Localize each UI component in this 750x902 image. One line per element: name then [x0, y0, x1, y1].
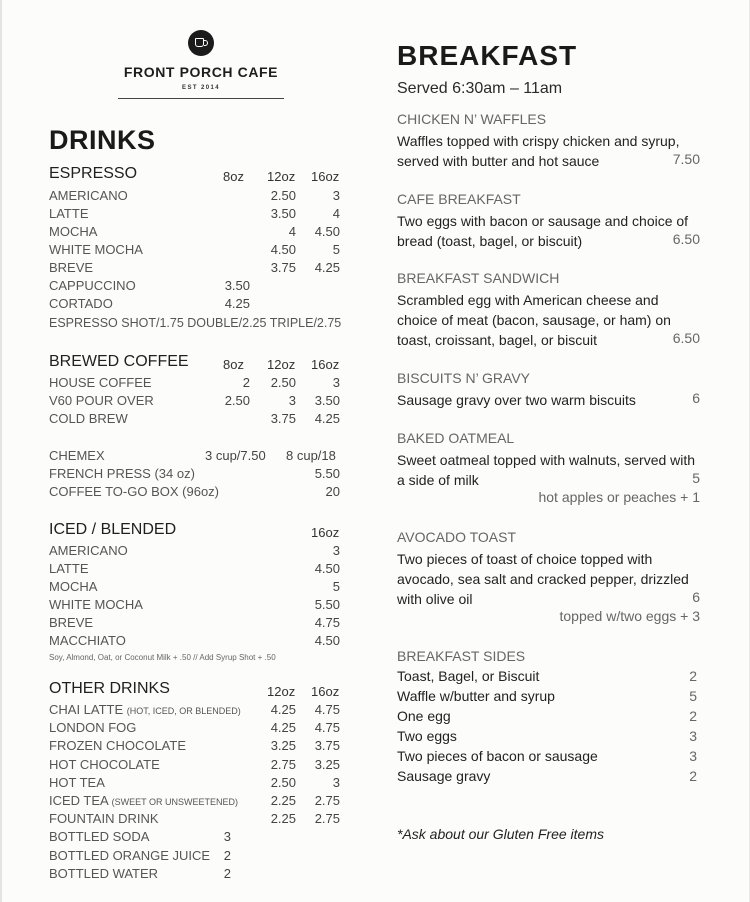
cafe-name: FRONT PORCH CAFE: [123, 64, 279, 80]
side-item: [397, 708, 697, 724]
price-8oz: 2.50: [224, 393, 250, 408]
menu-item-name: [49, 775, 105, 790]
price-12oz: 2.50: [270, 375, 296, 390]
chemex-3cup-price: 3 cup/7.50: [205, 448, 266, 463]
logo-divider: [118, 98, 284, 99]
menu-item-label: FOUNTAIN DRINK: [49, 811, 159, 827]
side-item-name: Two pieces of bacon or sausage: [397, 748, 598, 764]
coffee-cup-icon: [188, 30, 214, 56]
menu-item-name: [49, 720, 136, 735]
menu-item-name: AMERICANO: [49, 543, 128, 558]
breakfast-item-price: 6: [692, 589, 700, 605]
price: 2: [223, 865, 231, 881]
price-12oz: 4.25: [270, 720, 296, 736]
price-16oz: 3: [332, 188, 340, 203]
menu-item-variants: (HOT, ICED, OR BLENDED): [126, 706, 241, 716]
menu-item-name: [49, 738, 186, 753]
price-12oz: 2.25: [270, 811, 296, 827]
price-12oz: 3.25: [270, 738, 296, 754]
price-12oz: 3.50: [270, 206, 296, 221]
established-year: EST 2014: [182, 85, 220, 91]
breakfast-item-title: CHICKEN N’ WAFFLES: [397, 111, 547, 127]
breakfast-item-price: 6.50: [672, 231, 700, 247]
french-press-name: FRENCH PRESS (34 oz): [49, 466, 195, 481]
size-16oz: 16oz: [311, 684, 340, 699]
side-item: [397, 688, 697, 704]
menu-item-name: [49, 702, 241, 717]
menu-item-label: LONDON FOG: [49, 720, 137, 736]
breakfast-item-description: Sweet oatmeal topped with walnuts, served with a side of milk: [397, 452, 696, 488]
price-16oz: 4.50: [314, 561, 340, 576]
menu-item-name: CAPPUCCINO: [49, 278, 136, 293]
side-item-price: 2: [689, 768, 697, 784]
price-16oz: 4.75: [314, 720, 340, 736]
price-16oz: 3.75: [314, 738, 340, 754]
milk-syrup-note: Soy, Almond, Oat, or Coconut Milk + .50 // Add Syrup Shot + .50: [49, 653, 276, 662]
breakfast-item-price: 6: [692, 390, 700, 406]
espresso-title: ESPRESSO: [49, 165, 138, 182]
menu-item-label: ICED TEA: [49, 793, 109, 808]
price: 3: [223, 829, 231, 845]
side-item-price: 2: [689, 708, 697, 724]
menu-item-name: V60 POUR OVER: [49, 393, 154, 408]
size-12oz: 12oz: [267, 684, 296, 699]
menu-item-name: BREVE: [49, 260, 94, 275]
price-16oz: 5: [332, 579, 340, 594]
size-12oz: 12oz: [267, 169, 296, 184]
price-16oz: 4.50: [314, 633, 340, 648]
menu-item-name: COLD BREW: [49, 411, 128, 426]
price-12oz: 2.75: [270, 756, 296, 772]
price: 2: [223, 847, 231, 863]
side-item-name: Toast, Bagel, or Biscuit: [397, 668, 540, 684]
chemex-8cup-price: 8 cup/18: [286, 448, 336, 463]
menu-item-name: BREVE: [49, 615, 94, 630]
breakfast-item-addon: hot apples or peaches + 1: [538, 489, 700, 505]
breakfast-item-title: BREAKFAST SANDWICH: [397, 270, 560, 286]
breakfast-item-title: BAKED OATMEAL: [397, 430, 515, 446]
breakfast-item-title: CAFE BREAKFAST: [397, 191, 521, 207]
breakfast-hours: Served 6:30am – 11am: [397, 80, 563, 97]
to-go-box-name: COFFEE TO-GO BOX (96oz): [49, 484, 219, 499]
breakfast-item-description: Scrambled egg with American cheese and choice of meat (bacon, sausage, or ham) on toast, croissant, bagel, or biscuit: [397, 292, 671, 348]
size-16oz: 16oz: [311, 357, 340, 372]
breakfast-item-description: Waffles topped with crispy chicken and syrup, served with butter and hot sauce: [397, 133, 680, 169]
other-drinks-title: OTHER DRINKS: [49, 680, 170, 697]
menu-item-name: HOUSE COFFEE: [49, 375, 152, 390]
price-12oz: 4.50: [270, 242, 296, 257]
side-item: [397, 668, 697, 684]
price-8oz: 2: [242, 375, 250, 390]
side-item-price: 3: [689, 728, 697, 744]
menu-item-label: BOTTLED ORANGE JUICE: [49, 847, 211, 863]
menu-item-name: WHITE MOCHA: [49, 597, 143, 612]
menu-item-name: WHITE MOCHA: [49, 242, 143, 257]
menu-item-name: LATTE: [49, 206, 89, 221]
breakfast-item-description: Two eggs with bacon or sausage and choice of bread (toast, bagel, or biscuit): [397, 213, 689, 249]
menu-item-name: LATTE: [49, 561, 89, 576]
price-16oz: 5: [332, 242, 340, 257]
breakfast-item-price: 5: [692, 470, 700, 486]
side-item: [397, 768, 697, 784]
price-12oz: 2.50: [270, 188, 296, 203]
price-16oz: 5.50: [314, 597, 340, 612]
breakfast-item-price: 6.50: [672, 330, 700, 346]
french-press-price: 5.50: [314, 466, 340, 481]
menu-item-label: HOT CHOCOLATE: [49, 756, 160, 772]
size-8oz: 8oz: [223, 357, 244, 372]
price-16oz: 2.75: [314, 793, 340, 808]
breakfast-item-addon: topped w/two eggs + 3: [559, 608, 700, 624]
menu-item-name: [49, 829, 149, 844]
menu-item-name: [49, 757, 160, 772]
menu-item-name: AMERICANO: [49, 188, 128, 203]
to-go-box-price: 20: [325, 484, 340, 499]
breakfast-item-price: 7.50: [672, 151, 700, 167]
menu-item-name: MOCHA: [49, 579, 98, 594]
price-16oz: 3.25: [314, 756, 340, 772]
side-item: [397, 728, 697, 744]
size-12oz: 12oz: [267, 357, 296, 372]
price-8oz: 4.25: [224, 296, 250, 311]
menu-item-label: BOTTLED SODA: [49, 829, 150, 845]
menu-item-variants: (SWEET OR UNSWEETENED): [111, 797, 238, 807]
price-12oz: 3: [288, 393, 296, 408]
menu-item-label: CHAI LATTE: [49, 702, 124, 717]
price-16oz: 3: [332, 774, 340, 790]
price-12oz: 4: [288, 224, 296, 239]
drinks-heading: DRINKS: [49, 125, 156, 155]
price-8oz: 3.50: [224, 278, 250, 293]
price-16oz: 4: [332, 206, 340, 221]
menu-item-label: BOTTLED WATER: [49, 865, 159, 881]
side-item: [397, 748, 697, 764]
price-12oz: 3.75: [270, 260, 296, 275]
price-16oz: 4.25: [314, 411, 340, 426]
breakfast-item-description: Two pieces of toast of choice topped with avocado, sea salt and cracked pepper, drizzled with olive oil: [397, 551, 689, 607]
side-item-name: Two eggs: [397, 728, 457, 744]
chemex-name: CHEMEX: [49, 448, 105, 463]
iced-blended-title: ICED / BLENDED: [49, 521, 177, 538]
price-16oz: 4.75: [314, 702, 340, 717]
breakfast-item-title: AVOCADO TOAST: [397, 529, 517, 545]
price-16oz: 3: [332, 543, 340, 558]
price-16oz: 4.50: [314, 224, 340, 239]
price-12oz: 2.25: [270, 793, 296, 808]
size-16oz: 16oz: [311, 169, 340, 184]
breakfast-item-description: Sausage gravy over two warm biscuits: [397, 392, 636, 408]
price-16oz: 3: [332, 375, 340, 390]
price-16oz: 3.50: [314, 393, 340, 408]
breakfast-sides-title: BREAKFAST SIDES: [397, 648, 526, 664]
price-12oz: 3.75: [270, 411, 296, 426]
menu-item-label: HOT TEA: [49, 774, 105, 790]
menu-item-name: CORTADO: [49, 296, 113, 311]
menu-item-name: [49, 811, 159, 826]
menu-item-name: [49, 793, 238, 808]
side-item-name: Sausage gravy: [397, 768, 491, 784]
side-item-name: Waffle w/butter and syrup: [397, 688, 555, 704]
price-12oz: 4.25: [270, 702, 296, 717]
breakfast-item-title: BISCUITS N’ GRAVY: [397, 370, 531, 386]
side-item-price: 2: [689, 668, 697, 684]
gluten-free-note: *Ask about our Gluten Free items: [397, 826, 604, 842]
price-16oz: 2.75: [314, 811, 340, 827]
menu-item-name: [49, 866, 158, 881]
price-12oz: 2.50: [270, 774, 296, 790]
menu-item-name: MOCHA: [49, 224, 98, 239]
menu-item-name: [49, 848, 210, 863]
side-item-price: 5: [689, 688, 697, 704]
espresso-shot-prices: ESPRESSO SHOT/1.75 DOUBLE/2.25 TRIPLE/2.75: [49, 316, 342, 330]
breakfast-heading: BREAKFAST: [397, 40, 578, 71]
price-16oz: 4.75: [314, 615, 340, 630]
size-8oz: 8oz: [223, 169, 244, 184]
menu-item-name: MACCHIATO: [49, 633, 126, 648]
menu-item-label: FROZEN CHOCOLATE: [49, 738, 186, 754]
side-item-name: One egg: [397, 708, 451, 724]
cafe-logo: [118, 30, 284, 99]
size-16oz: 16oz: [311, 525, 340, 540]
side-item-price: 3: [689, 748, 697, 764]
brewed-coffee-title: BREWED COFFEE: [49, 353, 189, 370]
price-16oz: 4.25: [314, 260, 340, 275]
